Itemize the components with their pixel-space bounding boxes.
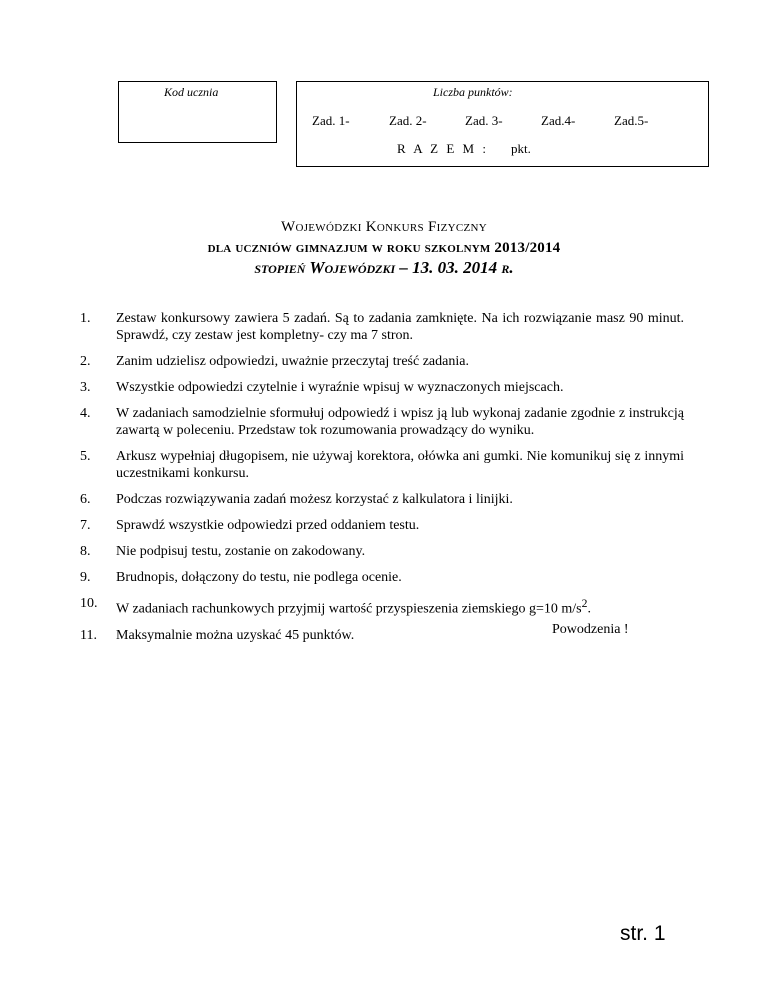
rule-item: 7. Sprawdź wszystkie odpowiedzi przed oddaniem testu. <box>80 518 420 533</box>
task-4-score: Zad.4- <box>541 113 576 128</box>
rule-item: 2. Zanim udzielisz odpowiedzi, uważnie przeczytaj treść zadania. <box>80 354 469 369</box>
rule-item: 10. W zadaniach rachunkowych przyjmij wartość przyspieszenia ziemskiego g=10 $m/s^2$. <box>80 596 591 617</box>
rule-item: 5. Arkusz wypełniaj długopisem, nie używaj korektora, ołówka ani gumki. Nie komunikuj się z innymi uczestnikami konkursu. <box>80 449 684 481</box>
good-luck-text: Powodzenia ! <box>552 622 629 637</box>
rule-item: 11. Maksymalnie można uzyskać 45 punktów. <box>80 627 355 643</box>
task-1-score: Zad. 1- <box>312 113 350 128</box>
total-label: R A Z E M : <box>397 141 489 156</box>
page-number: str. 1 <box>620 922 666 945</box>
student-code-label: Kod ucznia <box>164 85 219 99</box>
contest-stage-date: stopień Wojewódzki – 13. 03. 2014 r. <box>254 258 514 277</box>
rule-item: 9. Brudnopis, dołączony do testu, nie podlega ocenie. <box>80 570 402 585</box>
points-label: Liczba punktów: <box>433 85 513 99</box>
rule-item: 4. W zadaniach samodzielnie sformułuj odpowiedź i wpisz ją lub wykonaj zadanie zgodnie z instrukcją zawartą w poleceniu. Przedstaw tok rozumowania prowadzący do wyniku. <box>80 406 684 438</box>
pkt-label: pkt. <box>511 141 531 156</box>
student-code-box[interactable] <box>118 81 277 143</box>
rules-list <box>80 310 684 653</box>
task-5-score: Zad.5- <box>614 113 649 128</box>
rule-item: 1. Zestaw konkursowy zawiera 5 zadań. Są to zadania zamknięte. Na ich rozwiązanie masz 90 minut. Sprawdź, czy zestaw jest kompletny- czy ma 7 stron. <box>80 311 684 343</box>
task-2-score: Zad. 2- <box>389 113 427 128</box>
rule-item: 3. Wszystkie odpowiedzi czytelnie i wyraźnie wpisuj w wyznaczonych miejscach. <box>80 380 564 395</box>
rule-item: 6. Podczas rozwiązywania zadań możesz korzystać z kalkulatora i linijki. <box>80 492 513 507</box>
contest-subtitle: dla uczniów gimnazjum w roku szkolnym 2013/2014 <box>207 240 561 256</box>
task-3-score: Zad. 3- <box>465 113 503 128</box>
rule-item: 8. Nie podpisuj testu, zostanie on zakodowany. <box>80 544 366 559</box>
contest-title: Wojewódzki Konkurs Fizyczny <box>281 219 487 235</box>
points-box <box>296 81 709 167</box>
